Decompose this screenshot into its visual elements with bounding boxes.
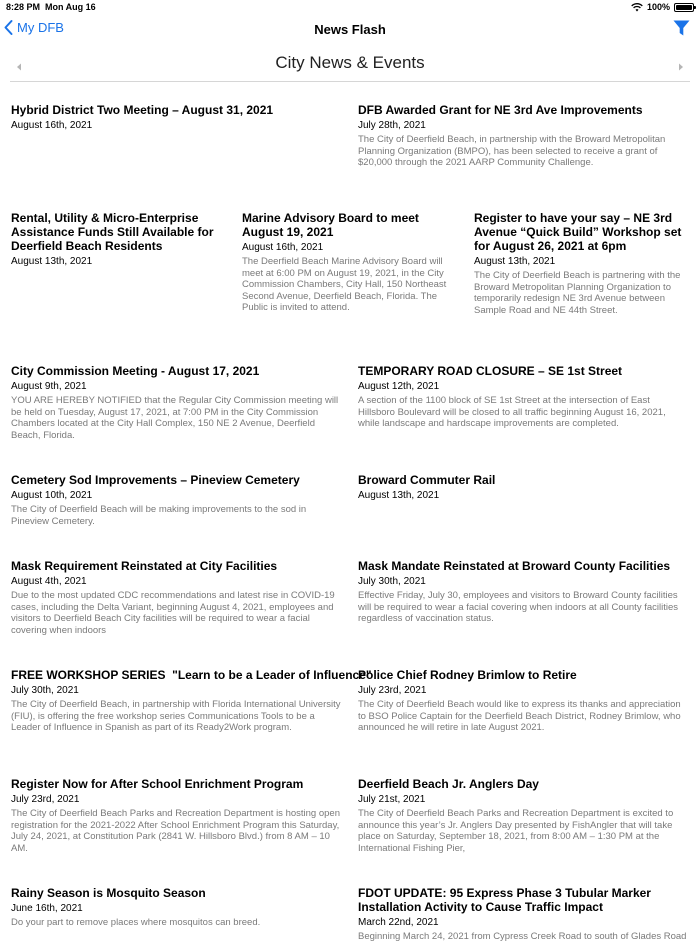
news-item-title: Rental, Utility & Micro-Enterprise Assistance Funds Still Available for Deerfield Beach Residents — [11, 211, 214, 253]
news-item-title: Police Chief Rodney Brimlow to Retire — [358, 668, 577, 682]
news-item[interactable] — [11, 103, 341, 132]
news-item[interactable] — [358, 777, 688, 854]
status-date: Mon Aug 16 — [45, 2, 96, 12]
news-item-date: July 21st, 2021 — [358, 794, 426, 805]
news-item-date: June 16th, 2021 — [11, 903, 83, 914]
section-title: City News & Events — [275, 53, 425, 72]
news-item-title: Register Now for After School Enrichment Program — [11, 777, 304, 791]
news-item[interactable] — [11, 364, 341, 441]
news-item[interactable] — [358, 473, 688, 502]
news-item-date: March 22nd, 2021 — [358, 917, 439, 928]
news-item-date: July 30th, 2021 — [358, 576, 426, 587]
news-item-summary: The City of Deerfield Beach will be making improvements to the sod in Pineview Cemetery. — [11, 504, 307, 527]
news-item-title: Hybrid District Two Meeting – August 31, 2021 — [11, 103, 274, 117]
news-item-date: August 13th, 2021 — [358, 490, 440, 501]
news-item-date: August 13th, 2021 — [11, 256, 93, 267]
filter-icon — [673, 20, 690, 36]
news-item-title: TEMPORARY ROAD CLOSURE – SE 1st Street — [358, 364, 623, 378]
battery-icon — [674, 3, 694, 12]
news-item[interactable] — [358, 886, 688, 942]
news-item-date: August 9th, 2021 — [11, 381, 87, 392]
wifi-icon — [631, 3, 643, 12]
news-item-title: Cemetery Sod Improvements – Pineview Cemetery — [11, 473, 300, 487]
news-item-summary: The Deerfield Beach Marine Advisory Board will meet at 6:00 PM on August 19, 2021, in the City Commission Chambers, City Hall, 150 Northeast Second Avenue, Deerfield Beach, Florida. The Public is invited to attend. — [242, 256, 447, 314]
news-item-summary: The City of Deerfield Beach Parks and Recreation Department is hosting open registration for the 2021-2022 After School Enrichment Program this Saturday, July 24, 2021, at Constitution Park (2841 W. Hillsboro Blvd.) from 8 AM – 10 AM. — [11, 808, 340, 854]
status-bar — [0, 0, 700, 14]
news-item-title: Deerfield Beach Jr. Anglers Day — [358, 777, 539, 791]
news-item-title: Broward Commuter Rail — [358, 473, 496, 487]
news-item-date: August 16th, 2021 — [11, 120, 93, 131]
navigation-bar — [0, 14, 700, 44]
news-item[interactable] — [358, 668, 688, 734]
news-item[interactable] — [358, 364, 688, 430]
news-item-date: August 12th, 2021 — [358, 381, 440, 392]
news-item[interactable] — [474, 211, 690, 316]
news-item[interactable] — [11, 211, 226, 268]
news-item-date: August 16th, 2021 — [242, 242, 324, 253]
page-title: News Flash — [314, 22, 386, 37]
news-item-date: July 30th, 2021 — [11, 685, 79, 696]
news-item-title: FREE WORKSHOP SERIES "Learn to be a Leader of Influence" — [11, 668, 372, 682]
news-item-date: August 4th, 2021 — [11, 576, 87, 587]
news-item[interactable] — [11, 777, 341, 854]
news-item-date: July 28th, 2021 — [358, 120, 426, 131]
news-item-summary: The City of Deerfield Beach is partnering with the Broward Metropolitan Planning Organization to temporarily redesign NE 3rd Avenue between Sample Road and NE 44th Street. — [474, 270, 681, 316]
news-item-title: Mask Requirement Reinstated at City Facilities — [11, 559, 278, 573]
news-item-title: City Commission Meeting - August 17, 2021 — [11, 364, 260, 378]
news-item-date: July 23rd, 2021 — [11, 794, 80, 805]
news-item-date: July 23rd, 2021 — [358, 685, 427, 696]
next-category-button[interactable] — [678, 58, 684, 76]
status-right — [631, 2, 694, 12]
news-item-title: Marine Advisory Board to meet August 19, 2021 — [242, 211, 419, 239]
news-item-title: FDOT UPDATE: 95 Express Phase 3 Tubular Marker Installation Activity to Cause Traffic Impact — [358, 886, 651, 914]
news-item-title: Register to have your say – NE 3rd Avenue “Quick Build” Workshop set for August 26, 2021 at 6pm — [474, 211, 682, 253]
news-item-summary: YOU ARE HEREBY NOTIFIED that the Regular City Commission meeting will be held on Tuesday, August 17, 2021, at 7:00 PM in the City Commission Chambers located at the City Hall Complex, 150 NE 2 Avenue, Deerfield Beach, Florida. — [11, 395, 339, 441]
news-item-summary: The City of Deerfield Beach, in partnership with Florida International University (FIU), is offering the free workshop series Communications Tools to be a Leader of Influence in Spanish as part of its Ready2Work program. — [11, 699, 341, 734]
news-item-summary: The City of Deerfield Beach, in partnership with the Broward Metropolitan Planning Organization (BMPO), has been selected to receive a grant of $20,000 through the 2021 AARP Community Challenge. — [358, 134, 666, 169]
status-time: 8:28 PM — [6, 2, 41, 12]
news-item-summary: A section of the 1100 block of SE 1st Street at the intersection of East Hillsboro Boulevard will be closed to all traffic beginning August 16, 2021, while landscape and hardscape improvements are completed. — [358, 395, 666, 430]
news-item-summary: Beginning March 24, 2021 from Cypress Creek Road to south of Glades Road — [358, 931, 687, 942]
news-item[interactable] — [11, 473, 341, 527]
news-item-title: Rainy Season is Mosquito Season — [11, 886, 206, 900]
news-item-summary: The City of Deerfield Beach would like to express its thanks and appreciation to BSO Police Captain for the Deerfield Beach District, Rodney Brimlow, who announced he will retire in late August 2021. — [358, 699, 681, 734]
news-item-summary: Effective Friday, July 30, employees and visitors to Broward County facilities will be required to wear a facial covering when indoors at all County facilities regardless of vaccination status. — [358, 590, 678, 625]
back-button-label: My DFB — [17, 20, 64, 35]
news-item-summary: Do your part to remove places where mosquitos can breed. — [11, 917, 261, 928]
news-item[interactable] — [242, 211, 457, 314]
news-item[interactable] — [358, 559, 688, 625]
news-item[interactable] — [358, 103, 688, 169]
news-item-summary: Due to the most updated CDC recommendations and latest rise in COVID-19 cases, including the Delta Variant, beginning August 4, 2021, employees and visitors to Deerfield Beach City facilities will be required to wear a facial covering when indoors — [11, 590, 335, 636]
triangle-right-icon — [678, 63, 684, 71]
news-item[interactable] — [11, 668, 372, 734]
news-item-title: DFB Awarded Grant for NE 3rd Ave Improvements — [358, 103, 643, 117]
news-item-title: Mask Mandate Reinstated at Broward County Facilities — [358, 559, 671, 573]
news-item[interactable] — [11, 559, 341, 636]
news-item-date: August 10th, 2021 — [11, 490, 93, 501]
section-header — [10, 46, 690, 82]
news-item-summary: The City of Deerfield Beach Parks and Recreation Department is excited to announce this year’s Jr. Anglers Day presented by FishAngler that will take place on Saturday, September 18, 2021, from 8:00 AM – 1:30 PM at the International Fishing Pier, — [358, 808, 674, 854]
battery-percent: 100% — [646, 2, 670, 12]
filter-button[interactable] — [673, 20, 690, 41]
news-item-date: August 13th, 2021 — [474, 256, 556, 267]
news-item[interactable] — [11, 886, 341, 929]
